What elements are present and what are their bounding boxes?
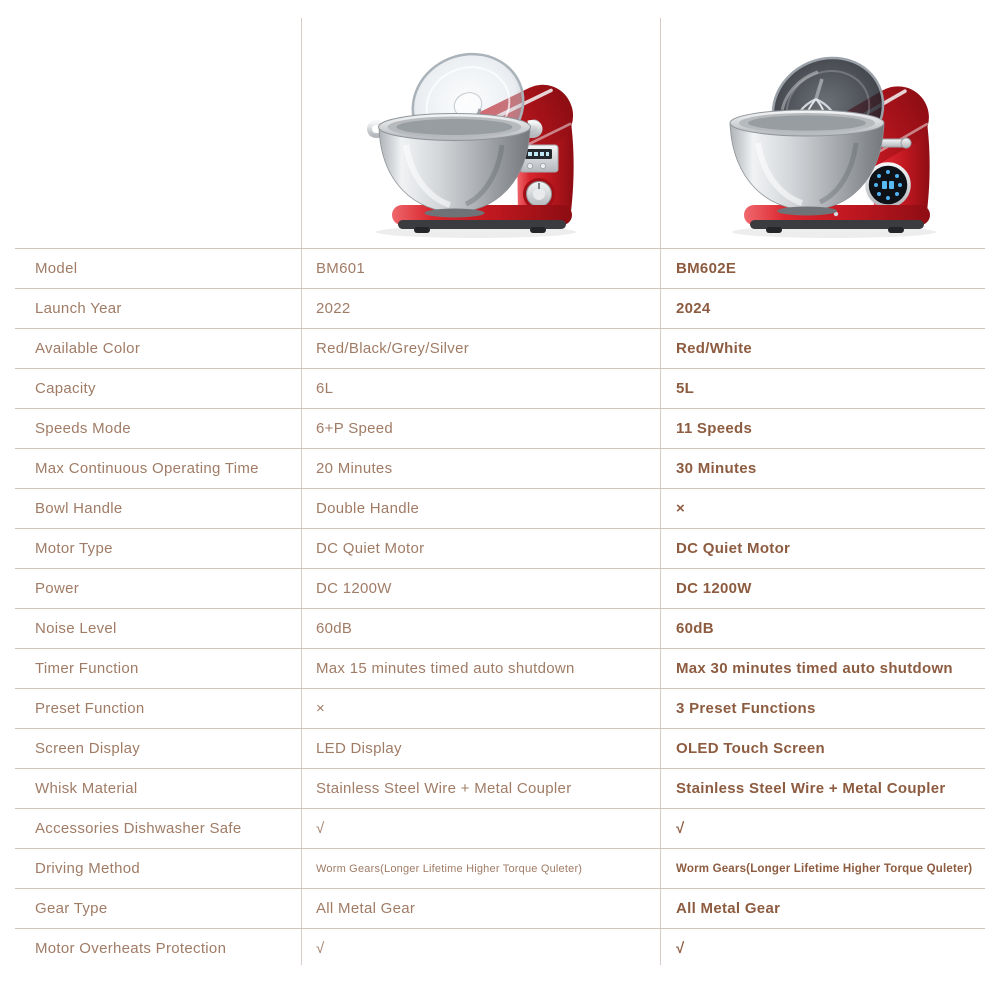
spec-value-bm601: × [316,700,326,717]
spec-value-bm602e: OLED Touch Screen [676,740,826,757]
spec-label: Capacity [35,380,96,397]
table-row [15,888,985,928]
product-image-bm601 [362,12,598,242]
spec-label: Model [35,260,78,277]
table-row [15,848,985,888]
table-row [15,728,985,768]
stainless-bowl [730,110,884,216]
spec-value-bm601: LED Display [316,740,402,757]
stand-mixer-bm602e-illustration [716,12,956,242]
table-row [15,248,985,288]
spec-label: Power [35,580,80,597]
spec-value-bm601: 20 Minutes [316,460,393,477]
spec-value-bm602e: Stainless Steel Wire + Metal Coupler [676,780,946,797]
stand-mixer-bm601-illustration [362,12,598,242]
spec-value-bm601: √ [316,940,325,957]
spec-value-bm601: Stainless Steel Wire + Metal Coupler [316,780,572,797]
spec-label: Motor Overheats Protection [35,940,227,957]
spec-label: Screen Display [35,740,141,757]
mixer-base [392,205,572,233]
spec-label: Accessories Dishwasher Safe [35,820,242,837]
spec-label: Speeds Mode [35,420,131,437]
table-row [15,928,985,968]
table-row [15,488,985,528]
bowl-handle-left [370,122,381,135]
table-row [15,808,985,848]
mixer-base [744,205,930,233]
spec-label: Launch Year [35,300,122,317]
spec-label: Gear Type [35,900,108,917]
spec-value-bm602e: All Metal Gear [676,900,781,917]
spec-value-bm602e: √ [676,940,685,957]
spec-value-bm602e: 3 Preset Functions [676,700,816,717]
spec-label: Whisk Material [35,780,138,797]
spec-value-bm602e: Worm Gears(Longer Lifetime Higher Torque Quleter) [676,862,973,875]
spec-label: Timer Function [35,660,139,677]
spec-label: Available Color [35,340,141,357]
table-row [15,528,985,568]
spec-value-bm601: 60dB [316,620,353,637]
product-image-bm602e [716,12,956,242]
spec-value-bm602e: BM602E [676,260,737,277]
spec-value-bm601: All Metal Gear [316,900,416,917]
spec-value-bm601: Max 15 minutes timed auto shutdown [316,660,575,677]
spec-value-bm601: DC Quiet Motor [316,540,425,557]
table-row [15,368,985,408]
spec-label: Bowl Handle [35,500,123,517]
table-row [15,688,985,728]
spec-value-bm601: Double Handle [316,500,420,517]
spec-label: Noise Level [35,620,117,637]
spec-value-bm601: 6+P Speed [316,420,394,437]
spec-value-bm602e: 60dB [676,620,714,637]
spec-value-bm601: √ [316,820,325,837]
spec-value-bm602e: Max 30 minutes timed auto shutdown [676,660,953,677]
spec-label: Motor Type [35,540,113,557]
table-row [15,768,985,808]
spec-value-bm601: BM601 [316,260,366,277]
spec-label: Max Continuous Operating Time [35,460,259,477]
spec-value-bm602e: √ [676,820,685,837]
spec-value-bm602e: 2024 [676,300,711,317]
spec-label: Preset Function [35,700,145,717]
stainless-bowl [370,114,541,218]
table-row [15,608,985,648]
spec-value-bm601: 6L [316,380,334,397]
spec-value-bm602e: DC 1200W [676,580,752,597]
spec-value-bm602e: Red/White [676,340,753,357]
spec-value-bm601: Worm Gears(Longer Lifetime Higher Torque Quleter) [316,862,583,875]
spec-value-bm601: Red/Black/Grey/Silver [316,340,470,357]
spec-value-bm602e: × [676,500,686,517]
spec-value-bm601: 2022 [316,300,351,317]
table-row [15,328,985,368]
spec-value-bm601: DC 1200W [316,580,392,597]
spec-value-bm602e: 30 Minutes [676,460,757,477]
spec-table [15,248,985,968]
spec-value-bm602e: DC Quiet Motor [676,540,791,557]
spec-value-bm602e: 5L [676,380,695,397]
spec-value-bm602e: 11 Speeds [676,420,753,437]
spec-label: Driving Method [35,860,141,877]
table-row [15,648,985,688]
table-row [15,408,985,448]
table-row [15,568,985,608]
table-row [15,448,985,488]
table-row [15,288,985,328]
